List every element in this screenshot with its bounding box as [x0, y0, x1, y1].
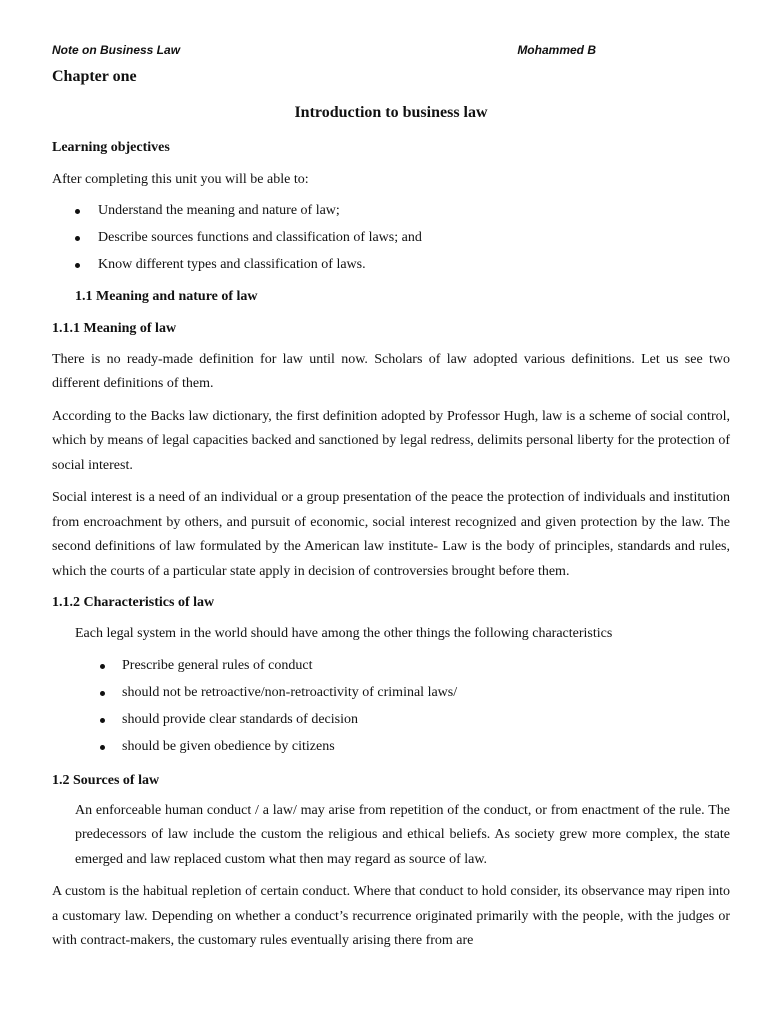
paragraph: A custom is the habitual repletion of certain conduct. Where that conduct to hold consider, its observance may ripen into a customary law. Depending on whether a conduct’s recurrence originated primarily with the people, with the judges or with contract-makers, the customary rules eventually arising there from are — [52, 884, 730, 948]
bullet-icon — [100, 718, 105, 723]
paragraph: There is no ready-made definition for law until now. Scholars of law adopted various definitions. Let us see two different definitions of them. — [52, 351, 730, 391]
bullet-icon — [100, 745, 105, 750]
section-1-2-heading: 1.2 Sources of law — [52, 772, 160, 788]
paragraph: An enforceable human conduct / a law/ may arise from repetition of the conduct, or from enactment of the rule. The predecessors of law include the custom the religious and ethical beliefs. As society grew more complex, the state emerged and law replaced custom what then may regard as source of law. — [75, 802, 730, 867]
list-item: should be given obedience by citizens — [52, 737, 730, 757]
header-title: Note on Business Law — [52, 43, 181, 57]
list-item: Describe sources functions and classification of laws; and — [52, 228, 730, 248]
objectives-intro: After completing this unit you will be able to: — [52, 172, 309, 187]
bullet-icon — [100, 664, 105, 669]
objectives-list — [52, 201, 730, 275]
list-item: should provide clear standards of decision — [52, 710, 730, 730]
list-item: should not be retroactive/non-retroactivity of criminal laws/ — [52, 683, 730, 703]
header-author: Mohammed B — [517, 43, 596, 57]
bullet-icon — [75, 263, 80, 268]
section-1-1-heading: 1.1 Meaning and nature of law — [75, 288, 258, 304]
page-header — [52, 42, 730, 58]
list-item: Prescribe general rules of conduct — [52, 656, 730, 676]
list-item: Understand the meaning and nature of law; — [52, 201, 730, 221]
paragraph: According to the Backs law dictionary, the first definition adopted by Professor Hugh, law is a scheme of social control, which by means of legal capacities backed and sanctioned by legal redress, delimits personal liberty for the protection of social interest. — [52, 408, 730, 473]
section-1-1-2-heading: 1.1.2 Characteristics of law — [52, 595, 215, 610]
characteristics-intro: Each legal system in the world should have among the other things the following characteristics — [75, 626, 613, 641]
bullet-icon — [75, 209, 80, 214]
document-page — [52, 42, 730, 954]
bullet-icon — [75, 236, 80, 241]
bullet-icon — [100, 691, 105, 696]
section-1-1-1-heading: 1.1.1 Meaning of law — [52, 320, 177, 336]
chapter-heading: Chapter one — [52, 68, 137, 85]
document-title: Introduction to business law — [294, 104, 488, 121]
objectives-heading: Learning objectives — [52, 140, 170, 155]
paragraph: Social interest is a need of an individual or a group presentation of the peace the protection of individuals and institution from encroachment by others, and pursuit of economic, social interest recognized and given protection by the law. The second definitions of law formulated by the American law institute- Law is the body of principles, standards and rules, which the courts of a particular state apply in decision of controversies brought before them. — [52, 490, 730, 579]
characteristics-list — [52, 656, 730, 757]
list-item: Know different types and classification of laws. — [52, 255, 730, 275]
